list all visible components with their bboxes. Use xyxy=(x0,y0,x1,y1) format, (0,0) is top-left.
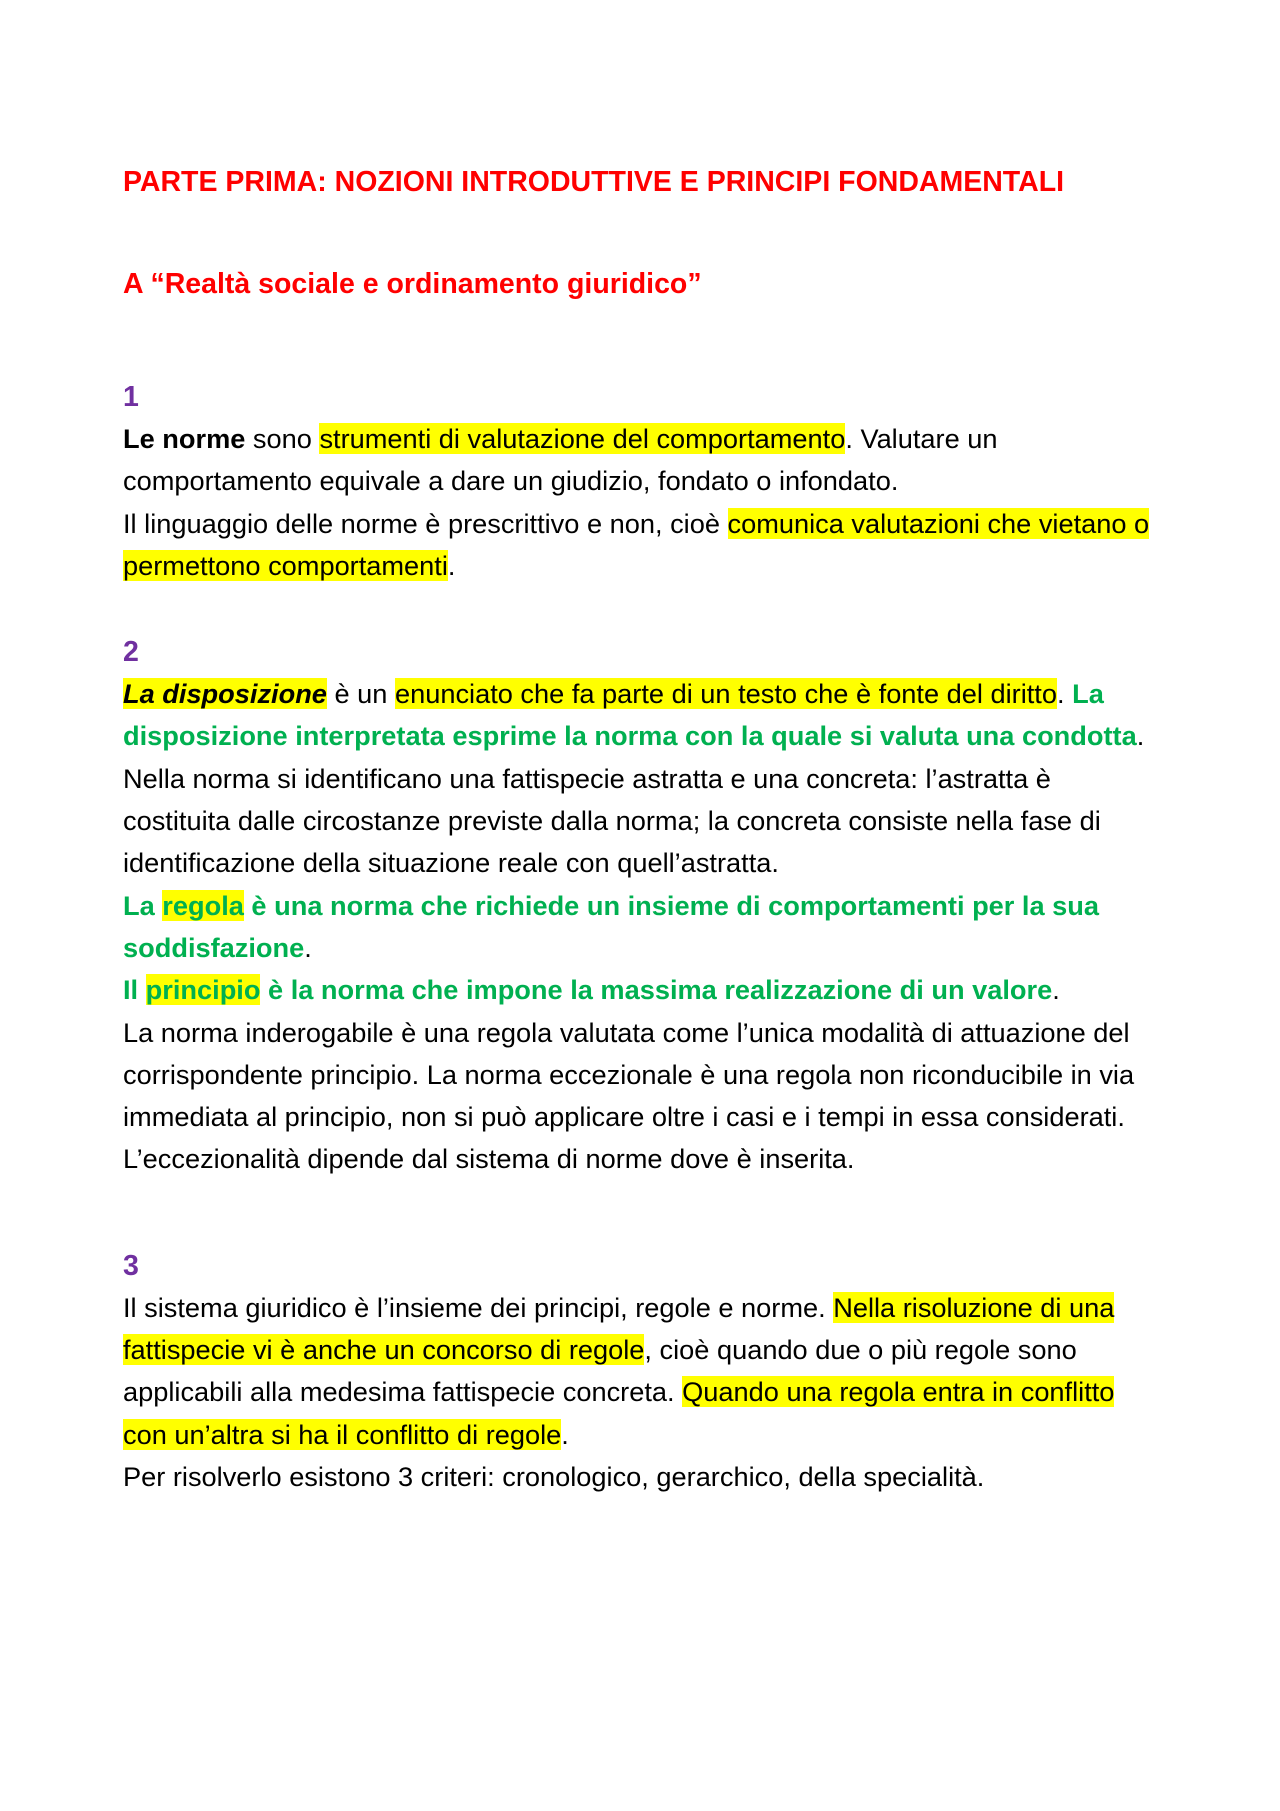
section-1-paragraph-1 xyxy=(123,418,1160,503)
emphasized-text: Il xyxy=(123,974,146,1006)
text-span: . Nella norma si identificano una fattispecie astratta e una concreta: l’astratta è costituita dalle circostanze previste dalla norma; la concreta consiste nella fase di identificazione della situazione reale con quell’astratta. xyxy=(123,720,1145,879)
section-2-paragraph-2 xyxy=(123,885,1160,970)
text-span: . xyxy=(561,1418,569,1450)
emphasized-text: è la norma che impone la massima realizzazione di un valore xyxy=(260,974,1053,1006)
text-span: . xyxy=(1052,974,1060,1006)
section-1-paragraph-2 xyxy=(123,503,1160,588)
highlighted-text: Quando una regola entra in conflitto con un’altra si ha il conflitto di regole xyxy=(123,1376,1115,1450)
highlighted-text: Nella risoluzione di una fattispecie vi è anche un concorso di regole xyxy=(123,1291,1115,1366)
section-3-paragraph-1 xyxy=(123,1287,1160,1456)
text-span: Il linguaggio delle norme è prescrittivo e non, cioè xyxy=(123,507,728,539)
emphasized-text: La xyxy=(123,889,163,921)
text-span: . Valutare un comportamento equivale a dare un giudizio, fondato o infondato. xyxy=(123,423,998,497)
section-2-paragraph-3 xyxy=(123,969,1160,1011)
part-title: PARTE PRIMA: NOZIONI INTRODUTTIVE E PRINCIPI FONDAMENTALI xyxy=(123,166,1065,198)
text-span: Le norme xyxy=(123,423,246,454)
text-span: . xyxy=(447,549,456,581)
section-number-1: 1 xyxy=(123,381,139,413)
section-2-paragraph-1 xyxy=(123,673,1160,884)
highlighted-term: La disposizione xyxy=(123,678,327,710)
section-3-paragraph-2: Per risolverlo esistono 3 criteri: cronologico, gerarchico, della specialità. xyxy=(123,1460,985,1492)
text-span: Il sistema giuridico è l’insieme dei principi, regole e norme. xyxy=(123,1291,834,1323)
text-span: sono xyxy=(245,423,320,454)
text-span: è un xyxy=(326,678,395,710)
section-number-2: 2 xyxy=(123,636,139,669)
section-number-3: 3 xyxy=(123,1249,139,1282)
highlighted-text: enunciato che fa parte di un testo che è fonte del diritto xyxy=(394,678,1057,710)
highlighted-term: principio xyxy=(145,974,261,1006)
text-span: . xyxy=(304,931,312,963)
text-span: , cioè quando due o più regole sono applicabili alla medesima fattispecie concreta. xyxy=(123,1334,1077,1408)
emphasized-text: è una norma che richiede un insieme di comportamenti per la sua soddisfazione xyxy=(123,889,1100,963)
text-span: . xyxy=(1056,678,1073,710)
section-2-paragraph-4: La norma inderogabile è una regola valutata come l’unica modalità di attuazione del corrispondente principio. La norma eccezionale è una regola non riconducibile in via immediata al principio, non si può applicare oltre i casi e i tempi in essa considerati. L’eccezionalità dipende dal sistema di norme dove è inserita. xyxy=(123,1016,1135,1175)
highlighted-term: regola xyxy=(162,889,244,921)
section-title: A “Realtà sociale e ordinamento giuridico” xyxy=(123,268,702,300)
emphasized-text: La disposizione interpretata esprime la norma con la quale si valuta una condotta xyxy=(123,678,1137,752)
highlighted-text: strumenti di valutazione del comportamento xyxy=(319,423,846,454)
highlighted-text: comunica valutazioni che vietano o permettono comportamenti xyxy=(123,507,1150,581)
